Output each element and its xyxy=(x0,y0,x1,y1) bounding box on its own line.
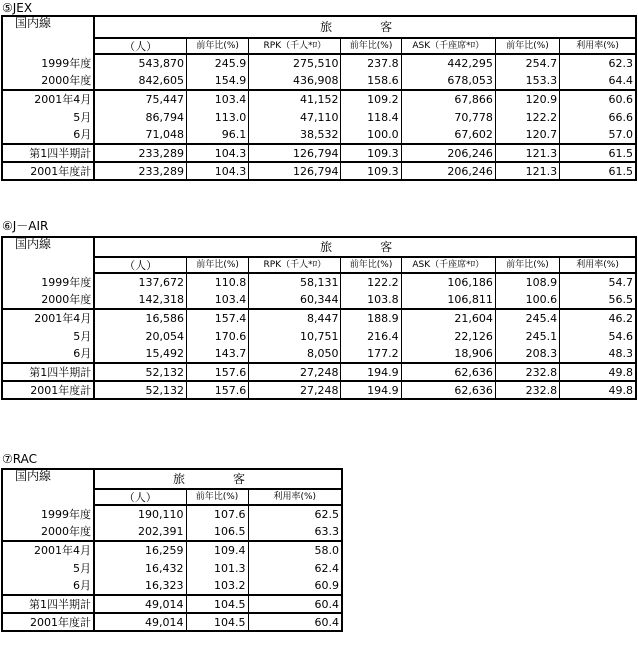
table-row xyxy=(2,595,342,613)
cell: 275,510 xyxy=(249,54,341,72)
col-header: 前年比(%) xyxy=(341,38,401,54)
cell: 233,289 xyxy=(94,162,186,180)
table-row xyxy=(2,363,636,381)
row-label: 5月 xyxy=(2,559,94,577)
cell: 208.3 xyxy=(495,345,559,363)
table-row xyxy=(2,162,636,180)
cell: 436,908 xyxy=(249,72,341,90)
cell: 104.5 xyxy=(186,613,248,631)
cell: 71,048 xyxy=(94,126,186,144)
cell: 16,432 xyxy=(94,559,186,577)
cell: 86,794 xyxy=(94,108,186,126)
row-label: 2001年度計 xyxy=(2,613,94,631)
table-row xyxy=(2,54,636,72)
cell: 122.2 xyxy=(495,108,559,126)
cell: 96.1 xyxy=(187,126,249,144)
cell: 143.7 xyxy=(187,345,249,363)
col-header: 前年比(%) xyxy=(187,38,249,54)
row-label: 6月 xyxy=(2,577,94,595)
section-title-jair: ⑥J－AIR xyxy=(2,219,49,233)
cell: 62,636 xyxy=(401,381,495,399)
cell: 103.4 xyxy=(187,90,249,108)
cell: 21,604 xyxy=(401,309,495,327)
cell: 120.9 xyxy=(495,90,559,108)
corner-label: 国内線 xyxy=(2,16,94,54)
cell: 62.4 xyxy=(314,561,340,575)
col-header: （人） xyxy=(94,257,186,273)
table-row xyxy=(2,381,636,399)
cell: 120.7 xyxy=(495,126,559,144)
col-header: （人） xyxy=(94,489,186,505)
cell: 233,289 xyxy=(94,144,186,162)
cell: 10,751 xyxy=(249,327,341,345)
cell: 543,870 xyxy=(94,54,186,72)
row-label: 2001年4月 xyxy=(2,309,94,327)
cell: 194.9 xyxy=(341,381,401,399)
table-row xyxy=(2,577,342,595)
cell: 177.2 xyxy=(341,345,401,363)
cell: 49,014 xyxy=(94,613,186,631)
cell: 113.0 xyxy=(187,108,249,126)
row-label: 1999年度 xyxy=(2,54,94,72)
cell: 109.3 xyxy=(341,144,401,162)
corner-label: 国内線 xyxy=(2,237,94,273)
cell: 60.6 xyxy=(608,93,633,106)
cell: 157.6 xyxy=(187,363,249,381)
cell: 62.3 xyxy=(608,57,633,70)
cell: 104.3 xyxy=(187,162,249,180)
table-row xyxy=(2,90,636,108)
cell: 190,110 xyxy=(94,505,186,523)
col-header: 利用率(%) xyxy=(560,38,636,54)
cell: 137,672 xyxy=(94,273,186,291)
table-row xyxy=(2,309,636,327)
row-label: 1999年度 xyxy=(2,273,94,291)
col-header: 利用率(%) xyxy=(560,257,636,273)
row-label: 2001年度計 xyxy=(2,381,94,399)
cell: 104.5 xyxy=(186,595,248,613)
cell: 126,794 xyxy=(249,162,341,180)
cell: 842,605 xyxy=(94,72,186,90)
table-row xyxy=(2,541,342,559)
cell: 54.6 xyxy=(608,329,633,343)
col-header: 前年比(%) xyxy=(341,257,401,273)
row-label: 第1四半期計 xyxy=(2,363,94,381)
group-header: 旅 客 xyxy=(94,237,636,257)
cell: 46.2 xyxy=(608,312,633,325)
table-row xyxy=(2,327,636,345)
cell: 48.3 xyxy=(560,345,636,363)
cell: 245.9 xyxy=(187,54,249,72)
cell: 122.2 xyxy=(341,273,401,291)
cell: 110.8 xyxy=(187,273,249,291)
cell: 70,778 xyxy=(401,108,495,126)
cell: 103.8 xyxy=(341,291,401,309)
table-row xyxy=(2,144,636,162)
cell: 121.3 xyxy=(495,144,559,162)
row-label: 2000年度 xyxy=(2,72,94,90)
cell: 56.5 xyxy=(560,291,636,309)
section-title-rac: ⑦RAC xyxy=(2,452,37,466)
cell: 66.6 xyxy=(608,110,633,124)
row-label: 第1四半期計 xyxy=(2,595,94,613)
group-header: 旅 客 xyxy=(94,469,342,489)
cell: 57.0 xyxy=(560,126,636,144)
table-row xyxy=(2,273,636,291)
cell: 153.3 xyxy=(495,72,559,90)
row-label: 2001年度計 xyxy=(2,162,94,180)
cell: 157.4 xyxy=(187,309,249,327)
cell: 63.3 xyxy=(248,523,342,541)
cell: 49.8 xyxy=(608,383,633,397)
col-header: RPK（千人*ﾛ） xyxy=(249,257,341,273)
cell: 52,132 xyxy=(94,381,186,399)
cell: 47,110 xyxy=(249,108,341,126)
cell: 158.6 xyxy=(341,72,401,90)
col-header: 前年比(%) xyxy=(495,257,559,273)
row-label: 6月 xyxy=(2,345,94,363)
row-label: 6月 xyxy=(2,126,94,144)
row-label: 2001年4月 xyxy=(2,90,94,108)
cell: 109.2 xyxy=(341,90,401,108)
cell: 206,246 xyxy=(401,162,495,180)
cell: 62,636 xyxy=(401,363,495,381)
cell: 104.3 xyxy=(187,144,249,162)
cell: 108.9 xyxy=(495,273,559,291)
cell: 18,906 xyxy=(401,345,495,363)
col-header: 利用率(%) xyxy=(248,489,342,505)
cell: 142,318 xyxy=(94,291,186,309)
table-row xyxy=(2,72,636,90)
cell: 678,053 xyxy=(401,72,495,90)
cell: 100.0 xyxy=(341,126,401,144)
table-row xyxy=(2,505,342,523)
cell: 62.5 xyxy=(314,508,340,521)
cell: 118.4 xyxy=(341,108,401,126)
table-row xyxy=(2,345,636,363)
cell: 232.8 xyxy=(495,381,559,399)
col-header: （人） xyxy=(94,38,186,54)
cell: 60,344 xyxy=(249,291,341,309)
cell: 103.2 xyxy=(186,577,248,595)
cell: 67,602 xyxy=(401,126,495,144)
cell: 121.3 xyxy=(495,162,559,180)
table-row xyxy=(2,613,342,631)
cell: 100.6 xyxy=(495,291,559,309)
cell: 15,492 xyxy=(94,345,186,363)
cell: 67,866 xyxy=(401,90,495,108)
col-header: 前年比(%) xyxy=(187,257,249,273)
cell: 20,054 xyxy=(94,327,186,345)
cell: 206,246 xyxy=(401,144,495,162)
corner-label: 国内線 xyxy=(2,469,94,505)
cell: 49,014 xyxy=(94,595,186,613)
cell: 101.3 xyxy=(186,559,248,577)
cell: 60.4 xyxy=(248,595,342,613)
row-label: 5月 xyxy=(2,327,94,345)
cell: 54.7 xyxy=(608,276,633,289)
cell: 22,126 xyxy=(401,327,495,345)
cell: 254.7 xyxy=(495,54,559,72)
row-label: 2000年度 xyxy=(2,523,94,541)
row-label: 第1四半期計 xyxy=(2,144,94,162)
table-row xyxy=(2,126,636,144)
cell: 109.4 xyxy=(186,541,248,559)
row-label: 5月 xyxy=(2,108,94,126)
cell: 103.4 xyxy=(187,291,249,309)
cell: 126,794 xyxy=(249,144,341,162)
row-label: 2000年度 xyxy=(2,291,94,309)
cell: 61.5 xyxy=(560,144,636,162)
row-label: 1999年度 xyxy=(2,505,94,523)
cell: 194.9 xyxy=(341,363,401,381)
cell: 16,259 xyxy=(94,541,186,559)
table-row xyxy=(2,108,636,126)
cell: 245.1 xyxy=(495,327,559,345)
col-header: 前年比(%) xyxy=(495,38,559,54)
col-header: ASK（千座席*ﾛ） xyxy=(401,38,495,54)
cell: 106,186 xyxy=(401,273,495,291)
section-title-jex: ⑤JEX xyxy=(2,1,33,15)
cell: 237.8 xyxy=(341,54,401,72)
table-jex xyxy=(1,15,637,181)
cell: 75,447 xyxy=(94,90,186,108)
col-header: RPK（千人*ﾛ） xyxy=(249,38,341,54)
cell: 16,323 xyxy=(94,577,186,595)
col-header: 前年比(%) xyxy=(186,489,248,505)
cell: 107.6 xyxy=(186,505,248,523)
cell: 216.4 xyxy=(341,327,401,345)
table-row xyxy=(2,523,342,541)
cell: 60.9 xyxy=(248,577,342,595)
row-label: 2001年4月 xyxy=(2,541,94,559)
cell: 442,295 xyxy=(401,54,495,72)
cell: 232.8 xyxy=(495,363,559,381)
cell: 106,811 xyxy=(401,291,495,309)
col-header: ASK（千座席*ﾛ） xyxy=(401,257,495,273)
cell: 8,447 xyxy=(249,309,341,327)
group-header: 旅 客 xyxy=(94,16,636,38)
cell: 245.4 xyxy=(495,309,559,327)
cell: 154.9 xyxy=(187,72,249,90)
cell: 27,248 xyxy=(249,363,341,381)
cell: 157.6 xyxy=(187,381,249,399)
cell: 170.6 xyxy=(187,327,249,345)
cell: 52,132 xyxy=(94,363,186,381)
cell: 41,152 xyxy=(249,90,341,108)
cell: 16,586 xyxy=(94,309,186,327)
cell: 106.5 xyxy=(186,523,248,541)
table-jair xyxy=(1,236,637,400)
cell: 109.3 xyxy=(341,162,401,180)
cell: 8,050 xyxy=(249,345,341,363)
cell: 188.9 xyxy=(341,309,401,327)
cell: 64.4 xyxy=(560,72,636,90)
cell: 58.0 xyxy=(314,544,340,557)
cell: 202,391 xyxy=(94,523,186,541)
cell: 60.4 xyxy=(314,615,340,629)
cell: 49.8 xyxy=(560,363,636,381)
cell: 61.5 xyxy=(608,164,633,178)
table-row xyxy=(2,559,342,577)
cell: 27,248 xyxy=(249,381,341,399)
table-rac xyxy=(1,468,343,632)
cell: 38,532 xyxy=(249,126,341,144)
table-row xyxy=(2,291,636,309)
cell: 58,131 xyxy=(249,273,341,291)
